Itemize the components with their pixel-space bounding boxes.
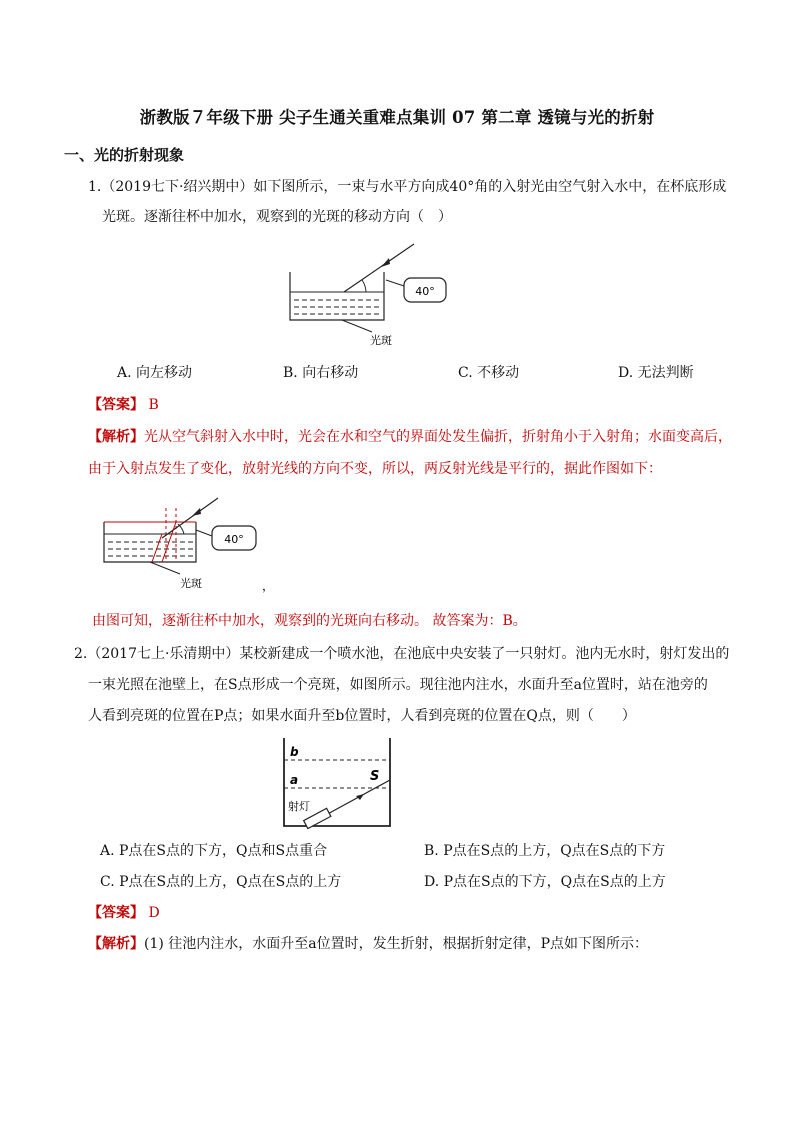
q1-option-b[interactable]: B. 向右移动: [283, 365, 359, 381]
q2-option-a[interactable]: A. P点在S点的下方，Q点和S点重合: [100, 843, 328, 859]
q1-option-a[interactable]: A. 向左移动: [117, 365, 193, 381]
q1-analysis-line2: 由于入射点发生了变化，放射光线的方向不变，所以，两反射光线是平行的，据此作图如下：: [88, 461, 662, 477]
q1-option-d[interactable]: D. 无法判断: [618, 365, 694, 381]
q2-point-s-label: S: [370, 769, 380, 784]
q2-stem-line1: 2.（2017七上·乐清期中）某校新建成一个喷水池，在池底中央安装了一只射灯。池内无水时，射灯发出的: [74, 646, 730, 662]
q1-analysis-text1: 光从空气斜射入水中时，光会在水和空气的界面处发生偏折，折射角小于入射角；水面变高后，: [144, 429, 732, 445]
q1-conclusion: 由图可知，逐渐往杯中加水，观察到的光斑向右移动。 故答案为：B。: [92, 613, 527, 629]
q2-level-a-label: a: [290, 773, 299, 787]
section-heading-refraction: 一、光的折射现象: [64, 146, 185, 164]
q1-stem-line2: 光斑。逐渐往杯中加水，观察到的光斑的移动方向（ ）: [102, 209, 452, 225]
q1-analysis-angle-label: 40°: [224, 533, 244, 546]
q2-pool-figure: [280, 736, 396, 830]
q1-spot-label: 光斑: [370, 334, 392, 347]
q1-option-c[interactable]: C. 不移动: [458, 365, 520, 381]
q1-answer-tag: 【答案】: [88, 397, 144, 413]
q1-analysis-tag: 【解析】: [88, 429, 144, 445]
q1-analysis-spot-label: 光斑: [180, 577, 202, 590]
q2-answer-value: D: [148, 905, 160, 921]
q2-level-b-label: b: [290, 745, 299, 759]
q1-analysis-line1: [88, 426, 732, 446]
q1-angle-label: 40°: [415, 285, 435, 298]
q2-analysis-text1: (1) 往池内注水，水面升至a位置时，发生折射，根据折射定律，P点如下图所示：: [144, 936, 649, 952]
q1-cup-figure: [286, 240, 458, 348]
q1-answer-value: B: [148, 397, 159, 413]
q2-stem-line3: 人看到亮斑的位置在P点；如果水面升至b位置时，人看到亮斑的位置在Q点，则（ ）: [88, 708, 636, 724]
q2-lamp-label: 射灯: [288, 800, 310, 813]
q2-stem-line2: 一束光照在池壁上，在S点形成一个亮斑，如图所示。现往池内注水，水面升至a位置时，站在池旁的: [88, 677, 708, 693]
q2-analysis-tag: 【解析】: [88, 936, 144, 952]
page-title: 浙教版７年级下册 尖子生通关重难点集训 07 第二章 透镜与光的折射: [139, 108, 655, 127]
q1-analysis-figure: [100, 496, 290, 594]
q1-stem-line1: 1.（2019七下·绍兴期中）如下图所示，一束与水平方向成40°角的入射光由空气射入水中，在杯底形成: [88, 179, 727, 195]
q2-option-c[interactable]: C. P点在S点的上方，Q点在S点的上方: [100, 874, 342, 890]
q2-answer-row: [88, 902, 160, 922]
q2-option-b[interactable]: B. P点在S点的上方，Q点在S点的下方: [424, 843, 666, 859]
q1-analysis-comma: ，: [262, 579, 275, 593]
q2-option-d[interactable]: D. P点在S点的下方，Q点在S点的上方: [424, 874, 666, 890]
q2-answer-tag: 【答案】: [88, 905, 144, 921]
q1-answer-row: [88, 394, 159, 414]
q2-analysis-line1: [88, 933, 648, 953]
